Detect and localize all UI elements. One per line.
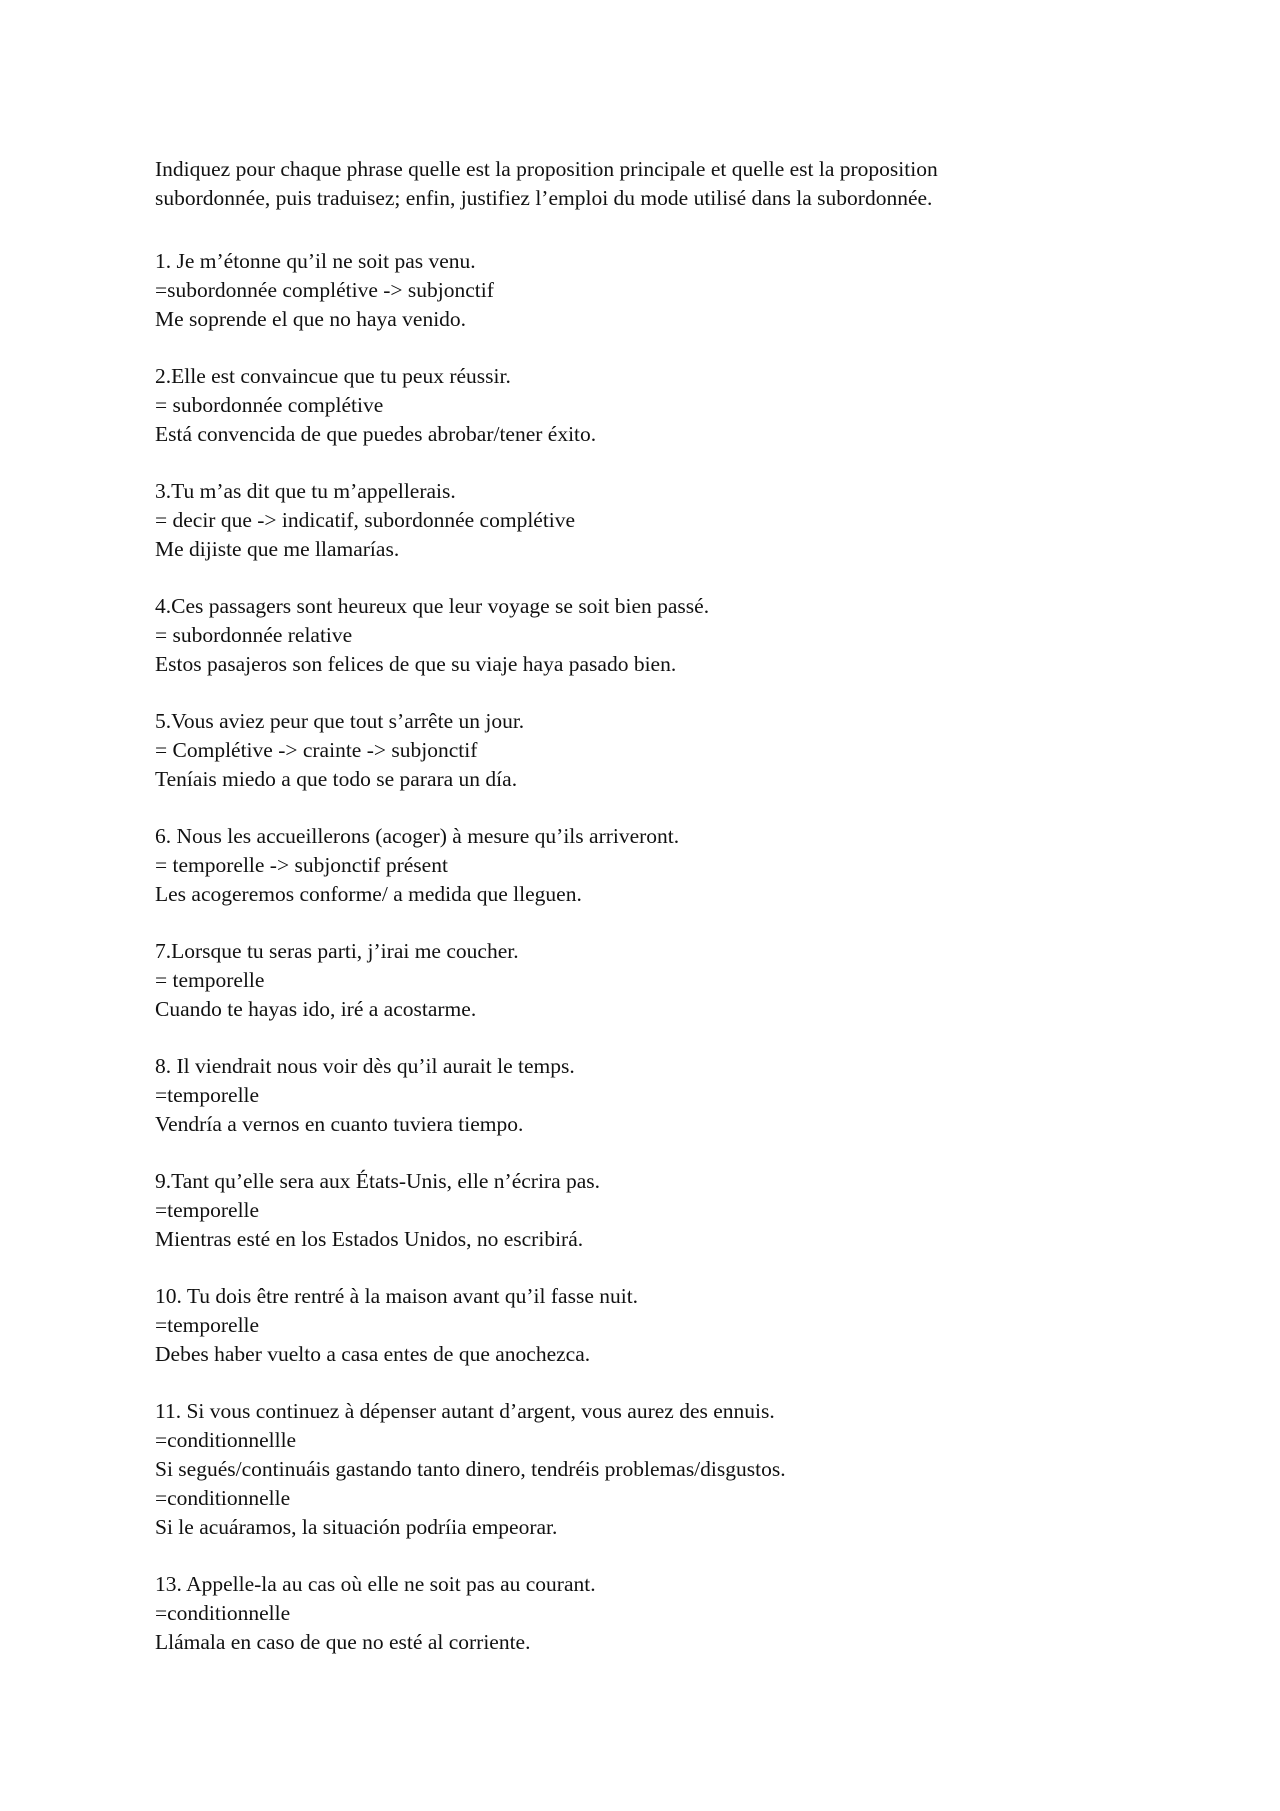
exercise-item-10 [155,1282,1135,1369]
translation: Cuando te hayas ido, iré a acostarme. [155,997,477,1021]
translation: Me dijiste que me llamarías. [155,537,400,561]
sentence: 11. Si vous continuez à dépenser autant d’argent, vous aurez des ennuis. [155,1399,775,1423]
analysis: = temporelle [155,968,265,992]
translation: Vendría a vernos en cuanto tuviera tiempo. [155,1112,524,1136]
analysis: = subordonnée complétive [155,393,384,417]
sentence: 8. Il viendrait nous voir dès qu’il aurait le temps. [155,1054,575,1078]
sentence: 3.Tu m’as dit que tu m’appellerais. [155,479,456,503]
sentence: 7.Lorsque tu seras parti, j’irai me coucher. [155,939,519,963]
sentence: 9.Tant qu’elle sera aux États-Unis, elle n’écrira pas. [155,1169,601,1193]
instructions-line: subordonnée, puis traduisez; enfin, justifiez l’emploi du mode utilisé dans la subordonnée. [155,186,933,210]
instructions-line: Indiquez pour chaque phrase quelle est la proposition principale et quelle est la proposition [155,157,938,181]
document-body [155,155,1135,1685]
sentence: 10. Tu dois être rentré à la maison avant qu’il fasse nuit. [155,1284,639,1308]
analysis: =conditionnellle [155,1428,297,1452]
analysis: =temporelle [155,1083,260,1107]
translation: Está convencida de que puedes abrobar/tener éxito. [155,422,597,446]
analysis: =temporelle [155,1313,260,1337]
exercise-item-4 [155,592,1135,679]
exercise-item-9 [155,1167,1135,1254]
translation: Me soprende el que no haya venido. [155,307,467,331]
analysis: =temporelle [155,1198,260,1222]
sentence: 6. Nous les accueillerons (acoger) à mesure qu’ils arriveront. [155,824,680,848]
sentence: 2.Elle est convaincue que tu peux réussir. [155,364,511,388]
exercise-item-13 [155,1570,1135,1657]
translation: Si segués/continuáis gastando tanto dinero, tendréis problemas/disgustos. [155,1457,786,1481]
translation: Estos pasajeros son felices de que su viaje haya pasado bien. [155,652,677,676]
translation: Debes haber vuelto a casa entes de que anochezca. [155,1342,591,1366]
exercise-item-5 [155,707,1135,794]
exercise-item-6 [155,822,1135,909]
analysis: =subordonnée complétive -> subjonctif [155,278,494,302]
exercise-item-8 [155,1052,1135,1139]
translation: Teníais miedo a que todo se parara un día. [155,767,518,791]
translation: Si le acuáramos, la situación podríia empeorar. [155,1515,558,1539]
exercise-item-1 [155,247,1135,334]
analysis: = temporelle -> subjonctif présent [155,853,448,877]
analysis: = decir que -> indicatif, subordonnée complétive [155,508,576,532]
exercise-item-2 [155,362,1135,449]
exercise-item-7 [155,937,1135,1024]
analysis: = Complétive -> crainte -> subjonctif [155,738,478,762]
analysis: =conditionnelle [155,1601,291,1625]
translation: Llámala en caso de que no esté al corriente. [155,1630,531,1654]
sentence: 5.Vous aviez peur que tout s’arrête un jour. [155,709,525,733]
translation: Mientras esté en los Estados Unidos, no escribirá. [155,1227,584,1251]
sentence: 13. Appelle-la au cas où elle ne soit pas au courant. [155,1572,596,1596]
analysis: =conditionnelle [155,1486,291,1510]
analysis: = subordonnée relative [155,623,353,647]
sentence: 4.Ces passagers sont heureux que leur voyage se soit bien passé. [155,594,710,618]
exercise-list [155,247,1135,1657]
translation: Les acogeremos conforme/ a medida que lleguen. [155,882,582,906]
exercise-instructions [155,155,1135,213]
exercise-item-11 [155,1397,1135,1542]
exercise-item-3 [155,477,1135,564]
sentence: 1. Je m’étonne qu’il ne soit pas venu. [155,249,476,273]
